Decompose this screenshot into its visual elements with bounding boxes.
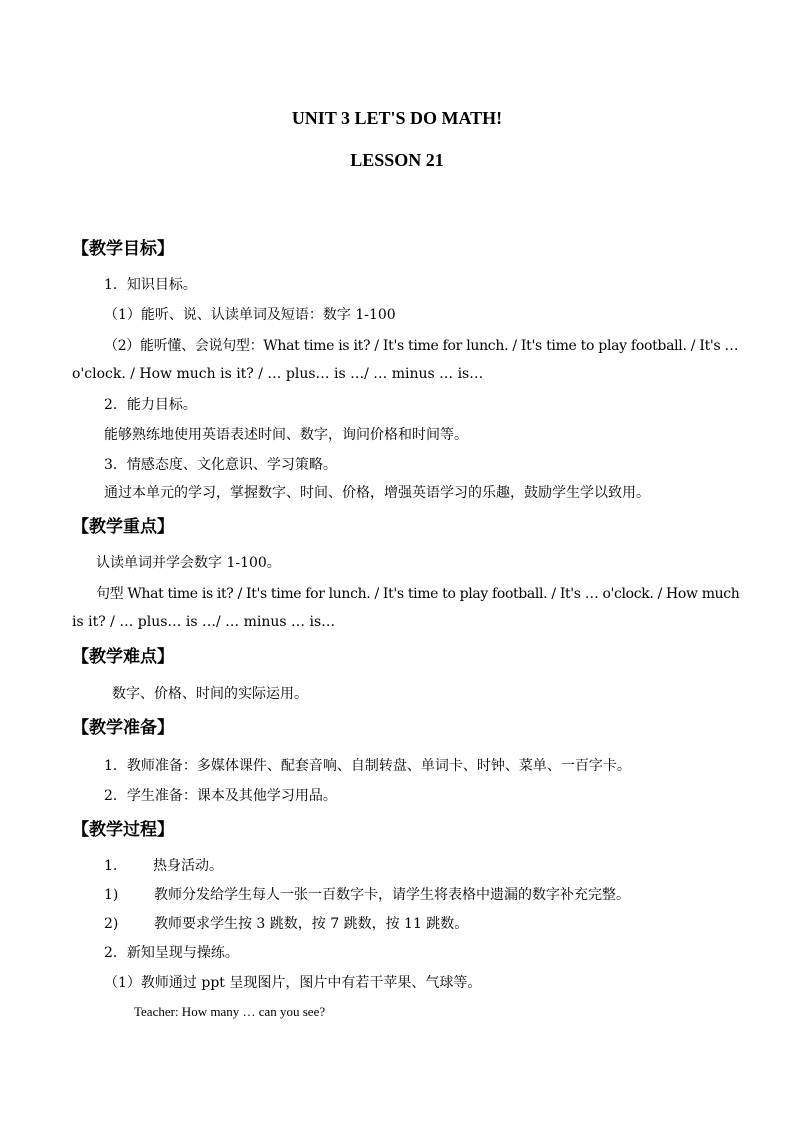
section-heading-objectives: 【教学目标】 <box>72 239 174 259</box>
paragraph: 通过本单元的学习，掌握数字、时间、价格，增强英语学习的乐趣，鼓励学生学以致用。 <box>104 485 650 501</box>
section-heading-process: 【教学过程】 <box>72 820 174 840</box>
paragraph: 2．学生准备：课本及其他学习用品。 <box>104 788 337 804</box>
paragraph: （1）教师通过 ppt 呈现图片，图片中有若干苹果、气球等。 <box>104 975 482 991</box>
list-item: 1) 教师分发给学生每人一张一百数字卡，请学生将表格中遗漏的数字补充完整。 <box>104 887 630 903</box>
document-title: UNIT 3 LET'S DO MATH! <box>291 108 503 128</box>
document-subtitle: LESSON 21 <box>350 150 444 170</box>
paragraph: 句型 What time is it? / It's time for lunch. / It's time to play football. / It's … o'clock. / How much <box>96 586 740 602</box>
section-heading-preparation: 【教学准备】 <box>72 718 174 738</box>
paragraph: o'clock. / How much is it? / … plus… is …/ … minus … is… <box>72 366 484 382</box>
paragraph: 数字、价格、时间的实际运用。 <box>112 686 308 702</box>
paragraph: 认读单词并学会数字 1-100。 <box>96 555 281 571</box>
paragraph: 1．教师准备：多媒体课件、配套音响、自制转盘、单词卡、时钟、菜单、一百字卡。 <box>104 758 631 774</box>
section-heading-difficulties: 【教学难点】 <box>72 647 174 667</box>
paragraph: （1）能听、说、认读单词及短语：数字 1-100 <box>104 307 396 323</box>
paragraph: 1．知识目标。 <box>104 277 197 293</box>
list-item: 1. 热身活动。 <box>104 858 223 874</box>
paragraph: 2．新知呈现与操练。 <box>104 945 239 961</box>
section-heading-key-points: 【教学重点】 <box>72 517 174 537</box>
paragraph: 能够熟练地使用英语表述时间、数字，询问价格和时间等。 <box>104 427 468 443</box>
paragraph: 3．情感态度、文化意识、学习策略。 <box>104 457 337 473</box>
paragraph: Teacher: How many … can you see? <box>134 1004 326 1019</box>
list-item: 2) 教师要求学生按 3 跳数，按 7 跳数，按 11 跳数。 <box>104 916 469 932</box>
paragraph: is it? / … plus… is …/ … minus … is… <box>72 614 336 630</box>
paragraph: （2）能听懂、会说句型：What time is it? / It's time for lunch. / It's time to play football. / It's … <box>104 338 739 354</box>
paragraph: 2．能力目标。 <box>104 397 197 413</box>
